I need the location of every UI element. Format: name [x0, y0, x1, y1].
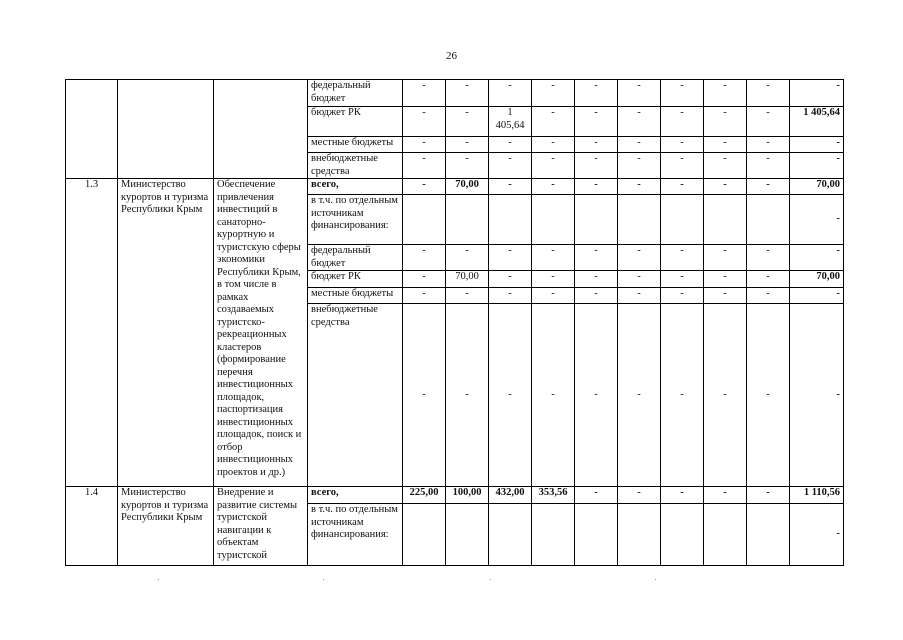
year-value: - — [532, 288, 575, 304]
year-value: - — [618, 245, 661, 271]
year-value: - — [618, 137, 661, 153]
year-value — [704, 195, 747, 245]
year-value: - — [704, 137, 747, 153]
year-value: - — [661, 80, 704, 107]
year-value — [446, 195, 489, 245]
total-value: - — [790, 245, 844, 271]
year-value: - — [575, 107, 618, 137]
funding-source: бюджет РК — [308, 107, 403, 137]
year-value: - — [403, 179, 446, 195]
year-value: - — [747, 487, 790, 504]
year-value — [532, 504, 575, 566]
funding-source: внебюджетные средства — [308, 153, 403, 179]
year-value: - — [446, 137, 489, 153]
executor-cell — [118, 80, 214, 179]
year-value: - — [446, 304, 489, 487]
funding-source: в т.ч. по отдельным источникам финансирования: — [308, 504, 403, 566]
measure-cell — [214, 80, 308, 179]
year-value — [747, 195, 790, 245]
year-value: - — [618, 179, 661, 195]
funding-source: в т.ч. по отдельным источникам финансирования: — [308, 195, 403, 245]
year-value: - — [403, 304, 446, 487]
year-value: - — [704, 245, 747, 271]
year-value: - — [403, 245, 446, 271]
total-value: - — [790, 137, 844, 153]
year-value: - — [403, 80, 446, 107]
total-value: 70,00 — [790, 179, 844, 195]
year-value: - — [532, 271, 575, 288]
year-value: - — [704, 271, 747, 288]
year-value: - — [747, 153, 790, 179]
year-value: - — [489, 304, 532, 487]
year-value: 432,00 — [489, 487, 532, 504]
funding-source: местные бюджеты — [308, 137, 403, 153]
year-value: - — [575, 153, 618, 179]
year-value: - — [618, 487, 661, 504]
year-value: - — [704, 80, 747, 107]
funding-source: федеральный бюджет — [308, 80, 403, 107]
table-row — [66, 80, 844, 107]
year-value: - — [403, 153, 446, 179]
year-value: - — [489, 137, 532, 153]
year-value: - — [575, 304, 618, 487]
year-value: - — [704, 107, 747, 137]
year-value — [575, 504, 618, 566]
year-value: - — [575, 80, 618, 107]
year-value: - — [618, 80, 661, 107]
year-value: - — [747, 80, 790, 107]
year-value: - — [618, 107, 661, 137]
year-value: - — [747, 179, 790, 195]
year-value: - — [532, 153, 575, 179]
year-value — [618, 504, 661, 566]
year-value — [618, 195, 661, 245]
year-value: - — [661, 137, 704, 153]
executor-cell: Министерство курортов и туризма Республики Крым — [118, 179, 214, 487]
year-value: - — [661, 271, 704, 288]
year-value: - — [489, 153, 532, 179]
funding-source: внебюджетные средства — [308, 304, 403, 487]
year-value — [446, 504, 489, 566]
year-value: - — [747, 304, 790, 487]
year-value: - — [575, 179, 618, 195]
year-value: - — [575, 487, 618, 504]
year-value: 225,00 — [403, 487, 446, 504]
year-value: - — [661, 304, 704, 487]
year-value — [747, 504, 790, 566]
year-value: - — [661, 179, 704, 195]
total-value: - — [790, 304, 844, 487]
year-value: 100,00 — [446, 487, 489, 504]
year-value: - — [446, 107, 489, 137]
financing-table — [65, 79, 844, 566]
funding-source: всего, — [308, 179, 403, 195]
year-value: - — [403, 288, 446, 304]
year-value: - — [661, 153, 704, 179]
measure-cell: Внедрение и развитие системы туристской навигации к объектам туристской — [214, 487, 308, 566]
year-value: - — [618, 304, 661, 487]
total-value: 1 110,56 — [790, 487, 844, 504]
year-value: - — [747, 245, 790, 271]
year-value: - — [661, 245, 704, 271]
year-value: - — [489, 245, 532, 271]
year-value: - — [532, 137, 575, 153]
year-value: - — [747, 288, 790, 304]
total-value: 70,00 — [790, 271, 844, 288]
year-value: - — [575, 271, 618, 288]
year-value: - — [532, 179, 575, 195]
year-value: - — [704, 487, 747, 504]
year-value: 1 405,64 — [489, 107, 532, 137]
year-value — [532, 195, 575, 245]
funding-source: местные бюджеты — [308, 288, 403, 304]
year-value: - — [446, 288, 489, 304]
year-value: - — [661, 107, 704, 137]
year-value: - — [704, 179, 747, 195]
year-value: - — [446, 153, 489, 179]
year-value: - — [532, 304, 575, 487]
year-value — [403, 195, 446, 245]
table-row — [66, 487, 844, 504]
year-value: - — [747, 137, 790, 153]
total-value: - — [790, 288, 844, 304]
year-value: - — [532, 107, 575, 137]
year-value: - — [704, 288, 747, 304]
year-value: - — [618, 288, 661, 304]
row-number — [66, 80, 118, 179]
year-value: - — [403, 271, 446, 288]
total-value: - — [790, 80, 844, 107]
year-value: - — [661, 288, 704, 304]
funding-source: всего, — [308, 487, 403, 504]
measure-cell: Обеспечение привлечения инвестиций в санаторно-курортную и туристскую сферы экономики Республики Крым, в том числе в рамках создаваемых туристско-рекреационных кластеров (формирование перечня инвестиционных площадок, паспортизация инвестиционных площадок, поиск и отбор инвестиционных проектов и др.) — [214, 179, 308, 487]
year-value: - — [489, 80, 532, 107]
year-value — [704, 504, 747, 566]
year-value: - — [489, 271, 532, 288]
year-value: - — [704, 153, 747, 179]
year-value: - — [489, 179, 532, 195]
funding-source: федеральный бюджет — [308, 245, 403, 271]
year-value: 70,00 — [446, 271, 489, 288]
year-value: 353,56 — [532, 487, 575, 504]
total-value: - — [790, 504, 844, 566]
year-value: - — [575, 288, 618, 304]
year-value: - — [704, 304, 747, 487]
year-value: - — [446, 245, 489, 271]
total-value: 1 405,64 — [790, 107, 844, 137]
page-number: 26 — [446, 50, 457, 62]
scan-artifacts — [0, 579, 903, 585]
year-value — [661, 195, 704, 245]
executor-cell: Министерство курортов и туризма Республики Крым — [118, 487, 214, 566]
year-value: - — [532, 245, 575, 271]
year-value — [403, 504, 446, 566]
year-value — [575, 195, 618, 245]
year-value: - — [446, 80, 489, 107]
year-value — [661, 504, 704, 566]
year-value: - — [661, 487, 704, 504]
year-value — [489, 504, 532, 566]
year-value: - — [403, 137, 446, 153]
year-value: - — [747, 107, 790, 137]
year-value: - — [403, 107, 446, 137]
year-value: - — [575, 137, 618, 153]
total-value: - — [790, 195, 844, 245]
total-value: - — [790, 153, 844, 179]
year-value: - — [618, 153, 661, 179]
funding-source: бюджет РК — [308, 271, 403, 288]
year-value: - — [575, 245, 618, 271]
year-value: - — [532, 80, 575, 107]
year-value: - — [618, 271, 661, 288]
year-value — [489, 195, 532, 245]
year-value: 70,00 — [446, 179, 489, 195]
year-value: - — [489, 288, 532, 304]
table-row — [66, 179, 844, 195]
year-value: - — [747, 271, 790, 288]
row-number: 1.4 — [66, 487, 118, 566]
row-number: 1.3 — [66, 179, 118, 487]
